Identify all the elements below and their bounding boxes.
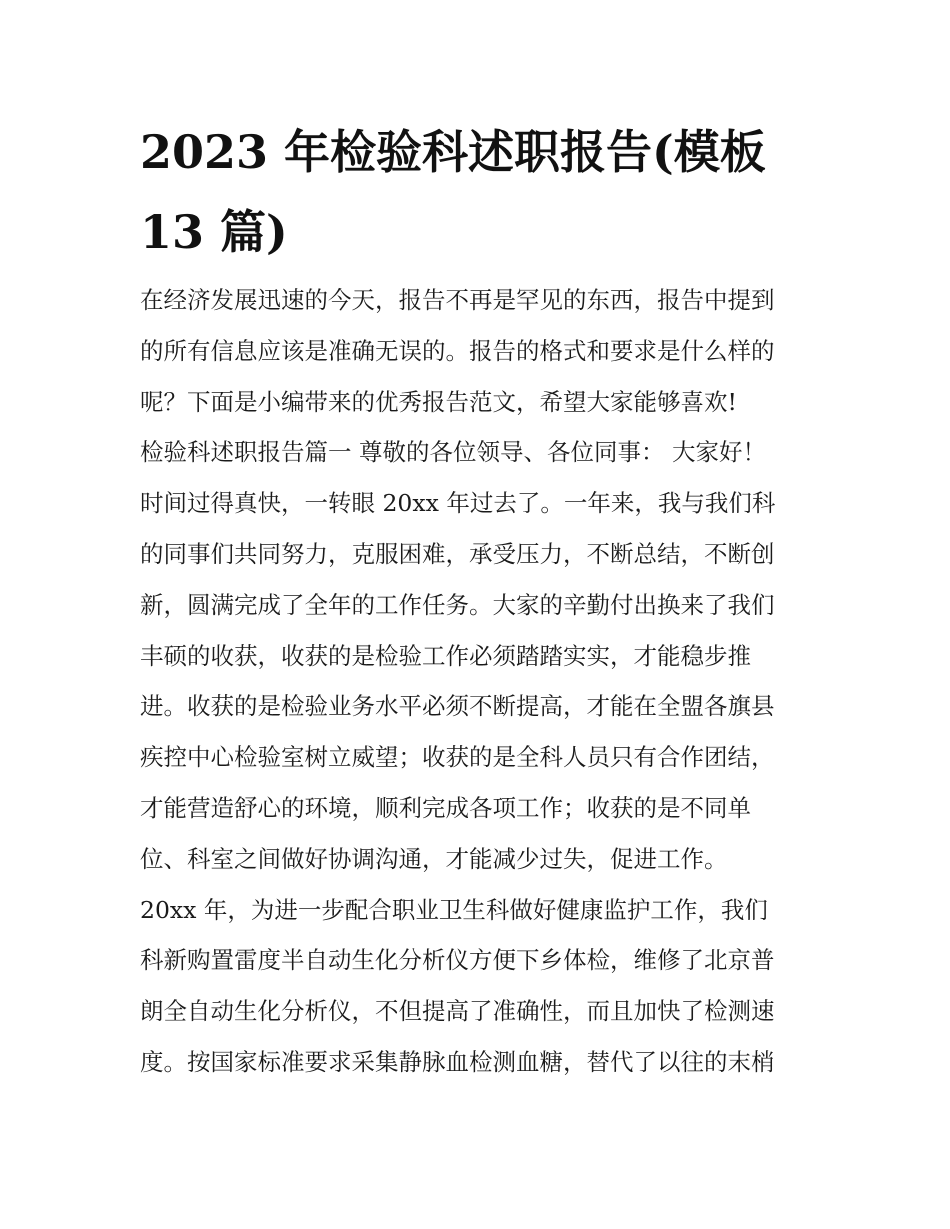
body-line: 进。收获的是检验业务水平必须不断提高，才能在全盟各旗县 xyxy=(140,692,775,721)
document-body xyxy=(140,275,820,1088)
body-line: 丰硕的收获，收获的是检验工作必须踏踏实实，才能稳步推 xyxy=(140,641,751,670)
document-title xyxy=(140,112,820,272)
title-line: 13 篇) xyxy=(140,205,288,259)
body-line: 20xx 年，为进一步配合职业卫生科做好健康监护工作，我们 xyxy=(140,895,768,924)
body-line: 的同事们共同努力，克服困难，承受压力，不断总结，不断创 xyxy=(140,539,775,568)
body-line: 位、科室之间做好协调沟通，才能减少过失，促进工作。 xyxy=(140,844,728,873)
body-line: 朗全自动生化分析仪，不但提高了准确性，而且加快了检测速 xyxy=(140,997,775,1026)
body-line: 科新购置雷度半自动生化分析仪方便下乡体检，维修了北京普 xyxy=(140,946,775,975)
body-line: 时间过得真快，一转眼 20xx 年过去了。一年来，我与我们科 xyxy=(140,489,776,518)
body-line: 检验科述职报告篇一 尊敬的各位领导、各位同事： 大家好！ xyxy=(140,438,766,467)
title-line: 2023 年检验科述职报告(模板 xyxy=(140,125,766,179)
body-line: 疾控中心检验室树立威望；收获的是全科人员只有合作团结， xyxy=(140,743,775,772)
body-line: 呢？下面是小编带来的优秀报告范文，希望大家能够喜欢! xyxy=(140,387,737,416)
body-line: 度。按国家标准要求采集静脉血检测血糖，替代了以往的末梢 xyxy=(140,1047,775,1076)
body-line: 的所有信息应该是准确无误的。报告的格式和要求是什么样的 xyxy=(140,336,775,365)
body-line: 在经济发展迅速的今天，报告不再是罕见的东西，报告中提到 xyxy=(140,286,775,314)
body-line: 才能营造舒心的环境，顺利完成各项工作；收获的是不同单 xyxy=(140,793,751,822)
body-line: 新，圆满完成了全年的工作任务。大家的辛勤付出换来了我们 xyxy=(140,590,775,619)
